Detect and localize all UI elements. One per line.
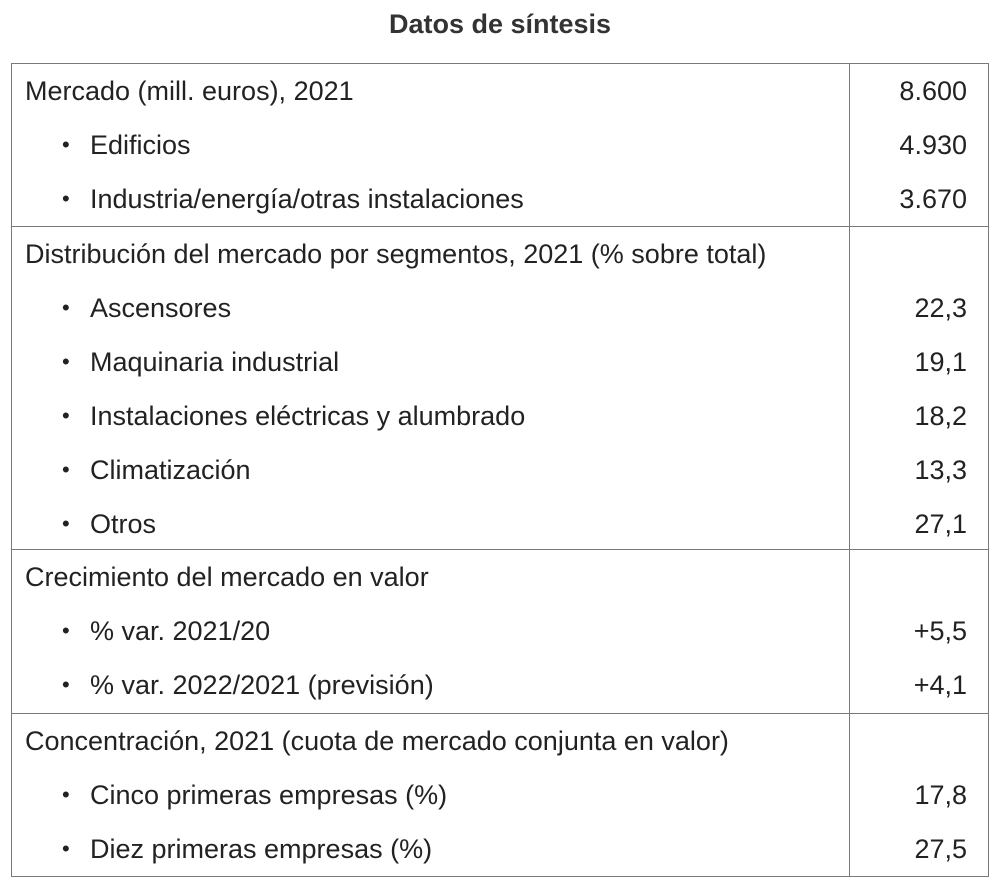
section-header-row [12,227,988,281]
row-label: Climatización [90,455,251,485]
bullet-icon: • [62,403,70,428]
summary-table [11,63,989,877]
section-header-label: Mercado (mill. euros), 2021 [25,76,354,106]
table-row [12,118,988,172]
row-value: 17,8 [914,780,967,810]
section-header-row [12,714,988,768]
table-row [12,443,988,497]
row-value: 22,3 [914,293,967,323]
table-row [12,335,988,389]
row-value: +5,5 [913,616,967,646]
table-row [12,604,988,658]
table-row [12,281,988,335]
row-value: +4,1 [913,670,967,700]
section-header-label: Distribución del mercado por segmentos, 2021 (% sobre total) [25,239,767,269]
row-label: Diez primeras empresas (%) [90,834,433,864]
bullet-icon: • [62,618,70,643]
bullet-icon: • [62,511,70,536]
bullet-icon: • [62,349,70,374]
section-header-label: Crecimiento del mercado en valor [25,562,429,592]
section-concentration [12,714,988,876]
section-header-row [12,550,988,604]
table-row [12,497,988,551]
row-value: 27,5 [914,834,967,864]
bullet-icon: • [62,672,70,697]
table-row [12,389,988,443]
row-value: 4.930 [899,130,967,160]
bullet-icon: • [62,186,70,211]
bullet-icon: • [62,295,70,320]
section-segments [12,227,988,550]
row-label: Cinco primeras empresas (%) [90,780,448,810]
row-label: Industria/energía/otras instalaciones [90,184,524,214]
table-row [12,768,988,822]
bullet-icon: • [62,132,70,157]
section-header-label: Concentración, 2021 (cuota de mercado conjunta en valor) [25,726,729,756]
row-value: 13,3 [914,455,967,485]
row-label: Edificios [90,130,191,160]
row-label: % var. 2022/2021 (previsión) [90,670,434,700]
bullet-icon: • [62,457,70,482]
row-value: 19,1 [914,347,967,377]
row-label: Otros [90,509,157,539]
row-label: Ascensores [90,293,232,323]
section-header-value: 8.600 [899,76,967,106]
table-row [12,172,988,226]
row-value: 27,1 [914,509,967,539]
row-value: 3.670 [899,184,967,214]
section-market [12,64,988,227]
row-label: % var. 2021/20 [90,616,271,646]
section-header-row [12,64,988,118]
page-title: Datos de síntesis [388,9,612,39]
bullet-icon: • [62,782,70,807]
table-row [12,658,988,712]
table-row [12,822,988,876]
row-label: Instalaciones eléctricas y alumbrado [90,401,526,431]
section-growth [12,550,988,714]
row-value: 18,2 [914,401,967,431]
bullet-icon: • [62,836,70,861]
row-label: Maquinaria industrial [90,347,340,377]
